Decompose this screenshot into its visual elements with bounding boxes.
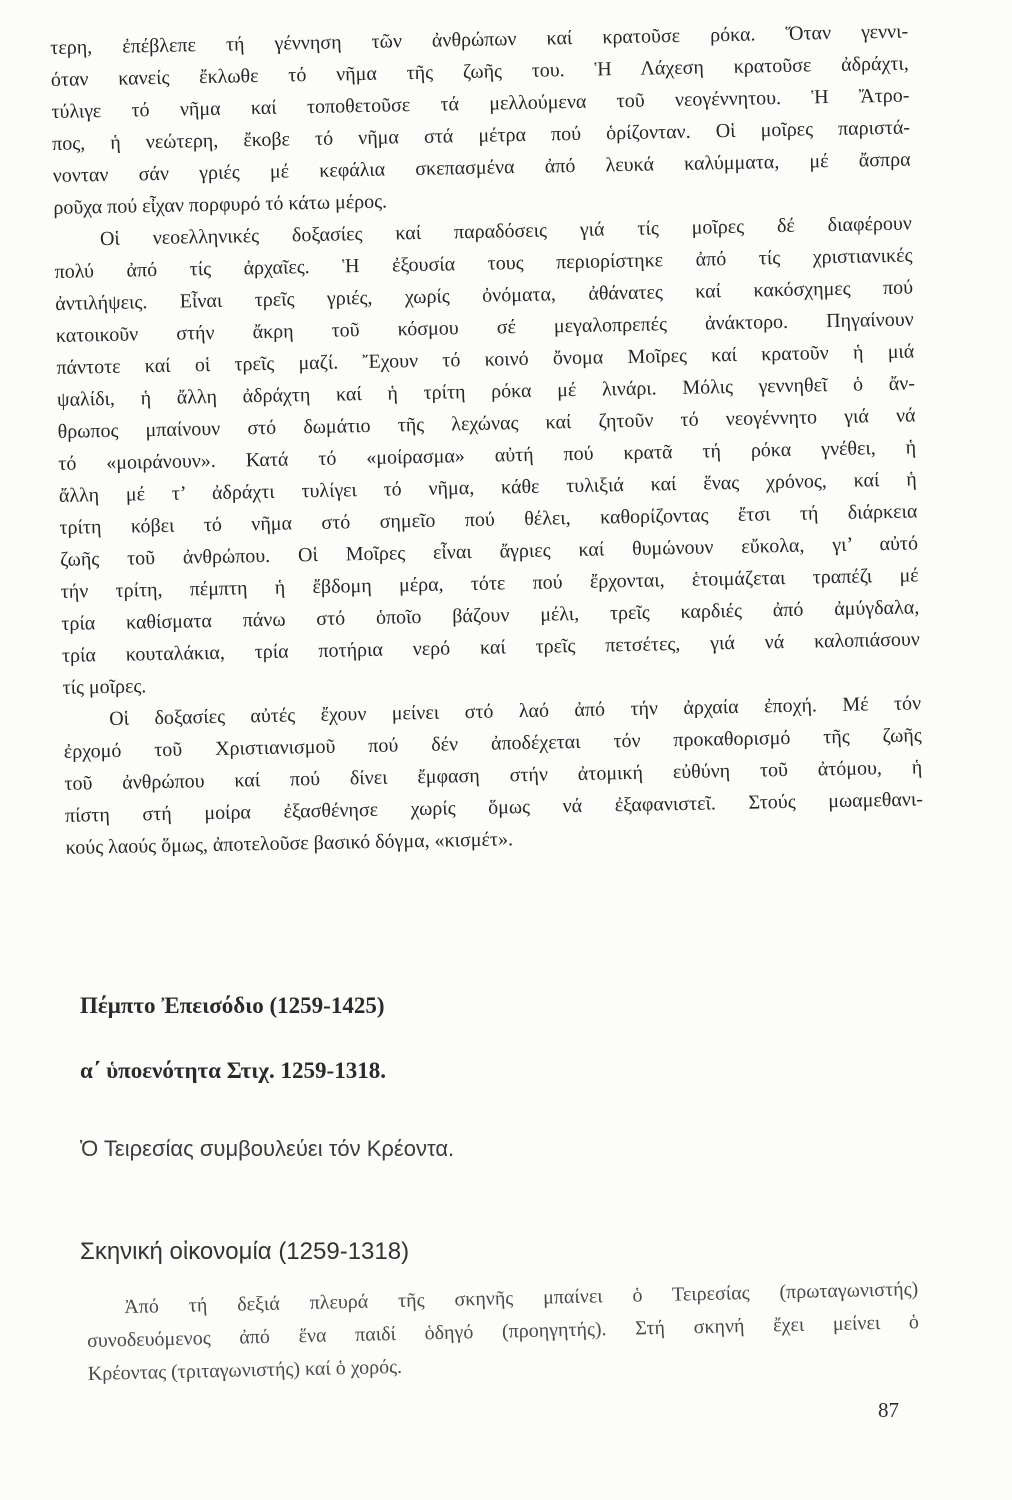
subsection-heading: α΄ ὑποενότητα Στιχ. 1259-1318. [80,1058,386,1083]
text-line: τό «μοιράνουν». Κατά τό «μοίρασμα» αὐτή πού κρατᾶ τή ρόκα γνέθει, ἡ [58,436,917,475]
text-line: ζωῆς τοῦ ἀνθρώπου. Οἱ Μοῖρες εἶναι ἄγριες καί θυμώνουν εὔκολα, γι’ αὐτό [59,532,919,571]
text-line: ροῦχα πού εἶχαν πορφυρό τό κάτω μέρος. [53,190,388,219]
stage-economy-paragraph [86,1273,920,1391]
text-line: ἄλλη μέ τ’ ἀδράχτι τυλίγει τό νῆμα, κάθε τυλιξιά καί ἕνας χρόνος, καί ἡ [58,468,917,507]
episode-heading: Πέμπτο Ἐπεισόδιο (1259-1425) [80,993,385,1018]
text-line: τρίτη κόβει τό νῆμα στό σημεῖο πού θέλει, καθορίζοντας ἔτσι τή διάρκεια [59,500,918,539]
text-line: κατοικοῦν στήν ἄκρη τοῦ κόσμου σέ μεγαλοπρεπές ἀνάκτορο. Πηγαίνουν [55,308,914,347]
text-line: τίς μοῖρες. [62,675,147,699]
text-line: Οἱ δοξασίες αὐτές ἔχουν μείνει στό λαό ἀπό τήν ἀρχαία ἐποχή. Μέ τόν [108,692,922,730]
topic-statement: Ὁ Τειρεσίας συμβουλεύει τόν Κρέοντα. [80,1136,455,1161]
text-line: πίστη στή μοίρα ἐξασθένησε χωρίς ὅμως νά ἐξαφανιστεῖ. Στούς μωαμεθανι- [64,788,924,827]
text-line: τρία κουταλάκια, τρία ποτήρια νερό καί τρεῖς πετσέτες, γιά νά καλοπιάσουν [61,628,921,667]
text-line: συνοδευόμενος ἀπό ἕνα παιδί ὁδηγό (προηγητής). Στή σκηνή ἔχει μείνει ὁ [86,1311,920,1352]
paragraph [63,687,924,863]
text-line: ἐρχομό τοῦ Χριστιανισμοῦ πού δέν ἀποδέχεται τόν προκαθορισμό τῆς ζωῆς [63,724,922,763]
text-line: ἀντιλήψεις. Εἶναι τρεῖς γριές, χωρίς ὀνόματα, ἀθάνατες καί κακόσχημες πού [55,276,914,315]
text-line: πάντοτε καί οἱ τρεῖς μαζί. Ἔχουν τό κοινό ὄνομα Μοῖρες καί κρατοῦν ἡ μιά [56,340,915,379]
paragraph [50,16,912,224]
text-line: Οἱ νεοελληνικές δοξασίες καί παραδόσεις γιά τίς μοῖρες δέ διαφέρουν [99,212,913,251]
text-line: νονταν σάν γριές μέ κεφάλια σκεπασμένα ἀπό λευκά καλύμματα, μέ ἄσπρα [52,148,911,187]
text-line: τερη, ἐπέβλεπε τή γέννηση τῶν ἀνθρώπων καί κρατοῦσε ρόκα. Ὅταν γεννι- [50,20,909,59]
text-line: κούς λαούς ὅμως, ἀποτελοῦσε βασικό δόγμα, «κισμέτ». [65,828,514,859]
paragraph [54,207,921,703]
text-line: τήν τρίτη, πέμπτη ἡ ἔβδομη μέρα, τότε πού ἔρχονται, ἑτοιμάζεται τραπέζι μέ [60,564,919,603]
text-line: Ἀπό τή δεξιά πλευρά τῆς σκηνῆς μπαίνει ὁ Τειρεσίας (πρωταγωνιστής) [124,1278,919,1319]
text-line: τρία καθίσματα πάνω στό ὁποῖο βάζουν μέλι, τρεῖς καρδιές ἀπό ἀμύγδαλα, [61,596,920,635]
page-number: 87 [878,1398,899,1422]
stage-economy-heading: Σκηνική οἰκονομία (1259-1318) [80,1238,410,1265]
text-line: θρωπος μπαίνουν στό δωμάτιο τῆς λεχώνας καί ζητοῦν τό νεογέννητο γιά νά [57,404,916,443]
text-line: πος, ἡ νεώτερη, ἔκοβε τό νῆμα στά μέτρα πού ὁρίζονταν. Οἱ μοῖρες παριστά- [51,116,911,155]
text-line: όταν κανείς ἔκλωθε τό νῆμα τῆς ζωῆς του. Ἡ Λάχεση κρατοῦσε ἀδράχτι, [50,52,909,91]
text-line: τύλιγε τό νῆμα καί τοποθετοῦσε τά μελλούμενα τοῦ νεογέννητου. Ἡ Ἄτρο- [51,84,910,123]
text-line: πολύ ἀπό τίς ἀρχαῖες. Ἡ ἐξουσία τους περιορίστηκε ἀπό τίς χριστιανικές [54,244,913,283]
text-line: ψαλίδι, ἡ ἄλλη ἀδράχτη καί ἡ τρίτη ρόκα μέ λινάρι. Μόλις γεννηθεῖ ὁ ἄν- [56,372,916,411]
text-line: τοῦ ἀνθρώπου καί πού δίνει ἔμφαση στήν ἀτομική εὐθύνη τοῦ ἀτόμου, ἡ [64,756,923,795]
body-text [50,16,924,864]
text-line: Κρέοντας (τριταγωνιστής) καί ὁ χορός. [87,1355,403,1385]
